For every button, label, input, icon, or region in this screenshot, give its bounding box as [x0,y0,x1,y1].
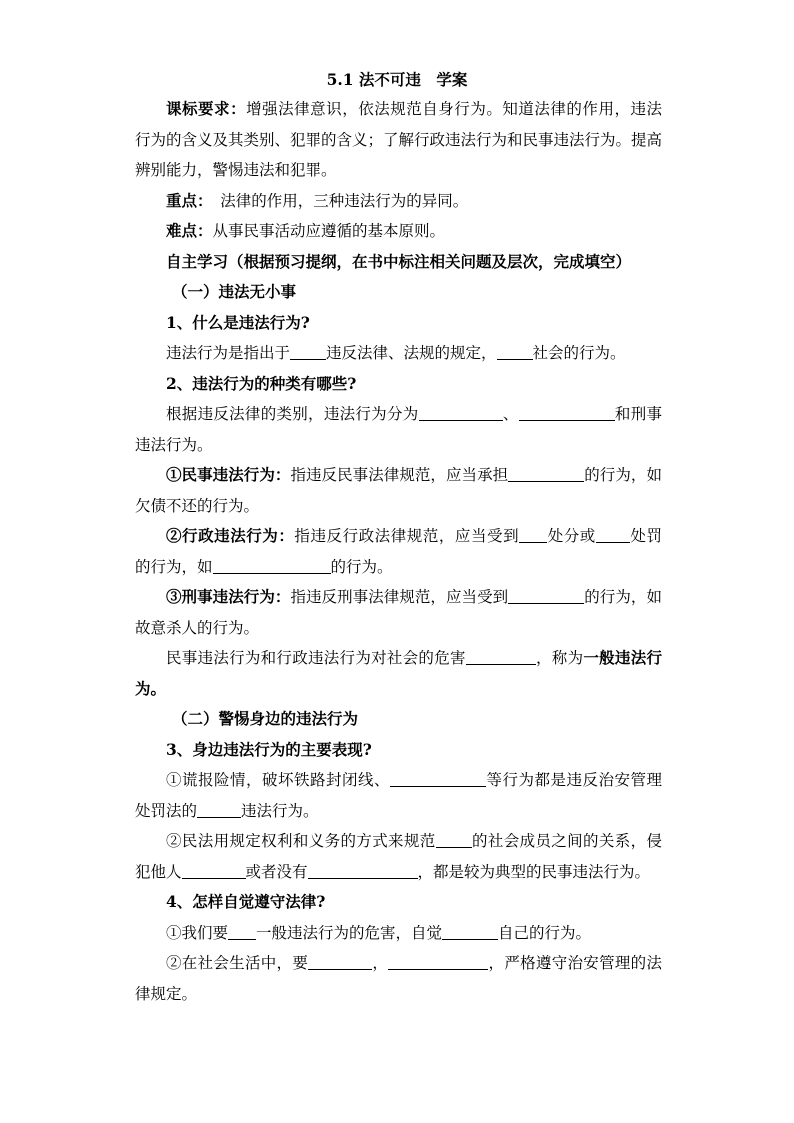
administrative-violation: ②行政违法行为：指违反行政法律规范，应当受到 处分或 处罚的行为，如 的行为。 [135,526,662,576]
fill-blank[interactable] [213,557,331,574]
key-point-label: 重点： [166,190,205,210]
fill-blank[interactable] [390,770,486,787]
fill-blank[interactable] [228,923,256,940]
fill-blank[interactable] [508,587,584,604]
difficult-point: 难点：从事民事活动应遵循的基本原则。 [166,221,446,240]
section-heading-1: （一）违法无小事 [172,282,297,301]
answer-3-2: ②民法用规定权利和义务的方式来规范 的社会成员之间的关系，侵犯他人 或者没有 ，都是较为典型的民事违法行为。 [135,832,662,881]
requirement-label: 课标要求： [166,99,247,118]
page-title: 5.1 法不可违 学案 [326,70,468,89]
fill-blank[interactable] [182,862,246,879]
fill-blank[interactable] [290,343,326,360]
answer-2: 根据违反法律的类别，违法行为分为 、 和刑事违法行为。 [135,405,662,454]
self-study-heading: 自主学习（根据预习提纲，在书中标注相关问题及层次，完成填空） [166,251,632,271]
answer-4-1: ①我们要 一般违法行为的危害，自觉 自己的行为。 [166,923,592,942]
question-3: 3、身边违法行为的主要表现? [166,739,372,759]
difficult-point-label: 难点： [166,221,213,240]
fill-blank[interactable] [596,526,630,543]
fill-blank[interactable] [497,343,533,360]
answer-3-1: ①谎报险情，破坏铁路封闭线、 等行为都是违反治安管理处罚法的 违法行为。 [135,771,662,820]
section-heading-2: （二）警惕身边的违法行为 [172,709,359,728]
answer-4-2: ②在社会生活中，要 ， ，严格遵守治安管理的法律规定。 [135,954,662,1003]
document-body [135,94,662,1009]
key-point: 重点： 法律的作用，三种违法行为的异同。 [166,190,469,210]
question-4: 4、怎样自觉遵守法律? [166,892,326,911]
criminal-violation: ③刑事违法行为：指违反刑事法律规范，应当受到 的行为，如故意杀人的行为。 [135,587,662,637]
fill-blank[interactable] [308,953,372,970]
answer-1: 违法行为是指出于 违反法律、法规的规定， 社会的行为。 [166,344,626,362]
question-2: 2、违法行为的种类有哪些? [166,373,357,393]
fill-blank[interactable] [197,801,241,818]
fill-blank[interactable] [388,953,488,970]
curriculum-requirement: 课标要求：增强法律意识，依法规范自身行为。知道法律的作用，违法行为的含义及其类别、犯罪的含义；了解行政违法行为和民事违法行为。提高辨别能力，警惕违法和犯罪。 [135,99,663,179]
fill-blank[interactable] [442,923,498,940]
fill-blank[interactable] [419,404,503,421]
fill-blank[interactable] [508,465,584,482]
fill-blank[interactable] [519,526,547,543]
general-violation: 民事违法行为和行政违法行为对社会的危害 ，称为一般违法行为。 [135,648,662,698]
fill-blank[interactable] [308,862,418,879]
fill-blank[interactable] [436,831,472,848]
civil-violation: ①民事违法行为：指违反民事法律规范，应当承担 的行为，如欠债不还的行为。 [135,465,662,515]
fill-blank[interactable] [519,404,615,421]
question-1: 1、什么是违法行为? [166,312,310,332]
fill-blank[interactable] [466,648,536,665]
